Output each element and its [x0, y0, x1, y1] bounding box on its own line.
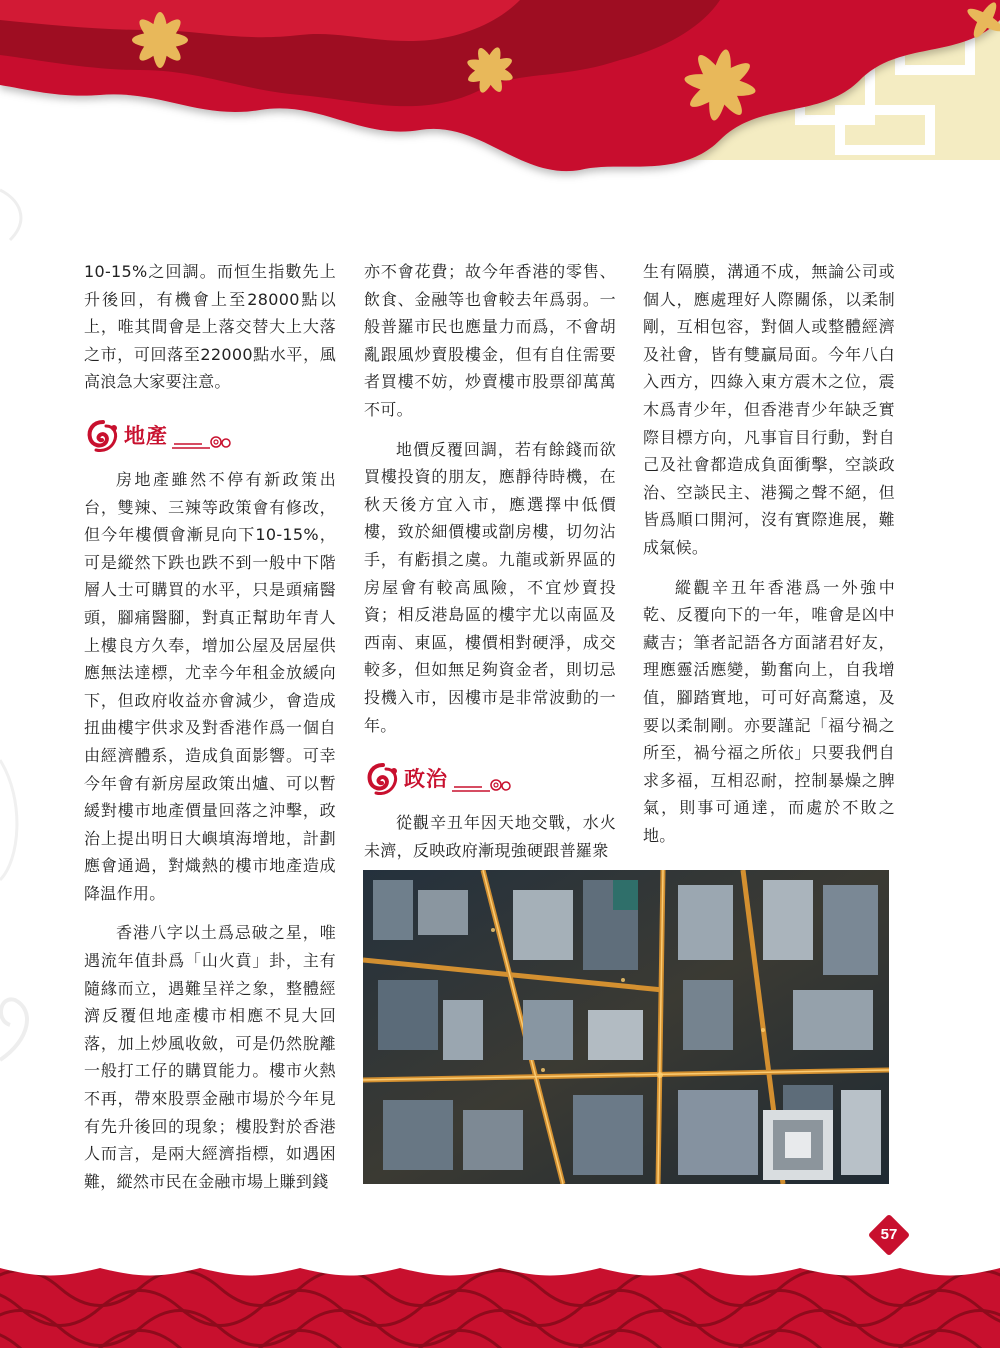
page-number-badge	[866, 1212, 912, 1258]
paragraph: 房地產雖然不停有新政策出台，雙辣、三辣等政策會有修改，但今年樓價會漸見向下10-15%，可是縱然下跌也跌不到一般中下階層人士可購買的水平，只是頭痛醫頭，腳痛醫腳，對真正幫助年青人上樓良方久奉，增加公屋及居屋供應無法達標，尤幸今年租金放緩向下，但政府收益亦會減少，會造成扭曲樓宇供求及對香港作爲一個自由經濟體系，造成負面影響。可幸今年會有新房屋政策出爐、可以暫緩對樓市地產價量回落之沖擊，政治上提出明日大嶼填海增地，計劃應會通過，對熾熱的樓市地產造成降温作用。	[84, 469, 336, 903]
top-decorative-banner	[0, 0, 1000, 200]
text-column-3	[643, 258, 895, 861]
paragraph: 從觀辛丑年因天地交戰，水火未濟，反映政府漸現強硬跟普羅衆	[364, 813, 616, 860]
section-heading-politics	[364, 761, 616, 799]
section-title: 地產	[124, 424, 168, 449]
cloud-swirl-icon	[84, 418, 122, 456]
paragraph: 香港八字以土爲忌破之星，唯遇流年值卦爲「山火賁」卦，主有隨緣而立，遇難呈祥之象，整體經濟反覆但地產樓市相應不見大回落，加上炒風收斂，可是仍然脫離一般打工仔的購買能力。樓市火熱不再，帶來股票金融市場於今年見有先升後回的現象；樓股對於香港人而言，是兩大經濟指標，如遇困難，縱然市民在金融市場上賺到錢	[84, 923, 336, 1191]
cloud-swirl-icon	[364, 761, 402, 799]
paragraph: 地價反覆回調，若有餘錢而欲買樓投資的朋友，應靜待時機，在秋天後方宜入市，應選擇中低價樓，致於細價樓或劏房樓，切勿沾手，有虧損之虞。九龍或新界區的房屋會有較高風險，不宜炒賣投資；相反港島區的樓宇尤以南區及西南、東區，樓價相對硬淨，成交較多，但如無足夠資金者，則切忌投機入市，因樓市是非常波動的一年。	[364, 439, 616, 735]
text-column-1	[84, 258, 336, 1207]
page-number: 57	[880, 1226, 898, 1243]
paragraph: 10-15%之回調。而恒生指數先上升後回，有機會上至28000點以上，唯其間會是上落交替大上大落之市，可回落至22000點水平，風高浪急大家要注意。	[84, 262, 336, 392]
paragraph: 生有隔膜，溝通不成，無論公司或個人，應處理好人際關係，以柔制剛，互相包容，對個人或整體經濟及社會，皆有雙贏局面。今年八白入西方，四綠入東方震木之位，震木爲青少年，但香港青少年缺乏實際目標方向，凡事盲目行動，對自己及社會都造成負面衝擊，空談政治、空談民主、港獨之聲不絕，但皆爲順口開河，沒有實際進展，難成氣候。	[643, 262, 895, 557]
section-heading-property	[84, 418, 336, 456]
aerial-city-photo	[363, 870, 889, 1184]
text-column-2	[364, 258, 616, 876]
left-swirl-decoration	[0, 160, 40, 1260]
wave-ornament-icon	[172, 432, 232, 452]
paragraph: 縱觀辛丑年香港爲一外強中乾、反覆向下的一年，唯會是凶中藏吉；筆者記語各方面諸君好友，理應靈活應變，勤奮向上，自我增值，腳踏實地，可可好高騖遠，及要以柔制剛。亦要謹記「福兮禍之所至，禍兮福之所依」只要我們自求多福，互相忍耐，控制暴燥之脾氣，則事可通達，而處於不敗之地。	[643, 577, 895, 845]
section-title: 政治	[404, 767, 448, 792]
paragraph: 亦不會花費；故今年香港的零售、飲食、金融等也會較去年爲弱。一般普羅市民也應量力而爲，不會胡亂跟風炒賣股樓金，但有自住需要者買樓不妨，炒賣樓市股票卻萬萬不可。	[364, 262, 616, 419]
wave-ornament-icon	[452, 775, 512, 795]
bottom-wave-pattern	[0, 1268, 1000, 1348]
